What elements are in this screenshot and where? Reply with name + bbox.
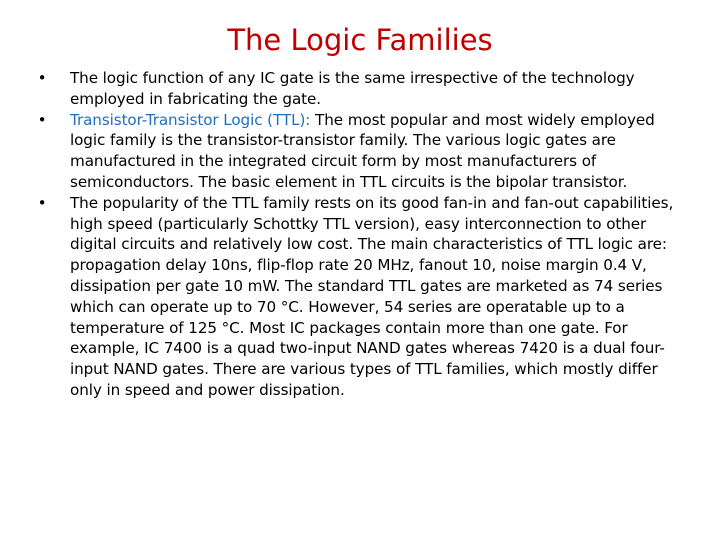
- bullet-list: [30, 68, 682, 401]
- bullet-item-1: [30, 68, 682, 110]
- bullet-item-3: [30, 193, 682, 401]
- bullet-icon: •: [37, 110, 47, 129]
- bullet-icon: •: [37, 69, 47, 87]
- bullet-text: The logic function of any IC gate is the same irrespective of the technology employed in fabricating the gate.: [70, 69, 635, 108]
- bullet-lead-term: Transistor-Transistor Logic (TTL):: [70, 110, 311, 129]
- slide-title: The Logic Families: [227, 23, 493, 57]
- bullet-item-2: [30, 110, 682, 193]
- bullet-text: The popularity of the TTL family rests on its good fan-in and fan-out capabilities, high speed (particularly Schottky TTL version), easy interconnection to other digital circuits and relatively low cost. The main characteristics of TTL logic are: propagation delay 10ns, flip-flop rate 20 MHz, fanout 10, noise margin 0.4 V, dissipation per gate 10 mW. The standard TTL gates are marketed as 74 series which can operate up to 70 °C. However, 54 series are operatable up to a temperature of 125 °C. Most IC packages contain more than one gate. For example, IC 7400 is a quad two-input NAND gates whereas 7420 is a dual four-input NAND gates. There are various types of TTL families, which mostly differ only in speed and power dissipation.: [70, 193, 674, 399]
- bullet-text: The most popular and most widely employed logic family is the transistor-transistor family. The various logic gates are manufactured in the integrated circuit form by most manufacturers of semiconductors. The basic element in TTL circuits is the bipolar transistor.: [70, 110, 655, 191]
- bullet-icon: •: [37, 193, 47, 212]
